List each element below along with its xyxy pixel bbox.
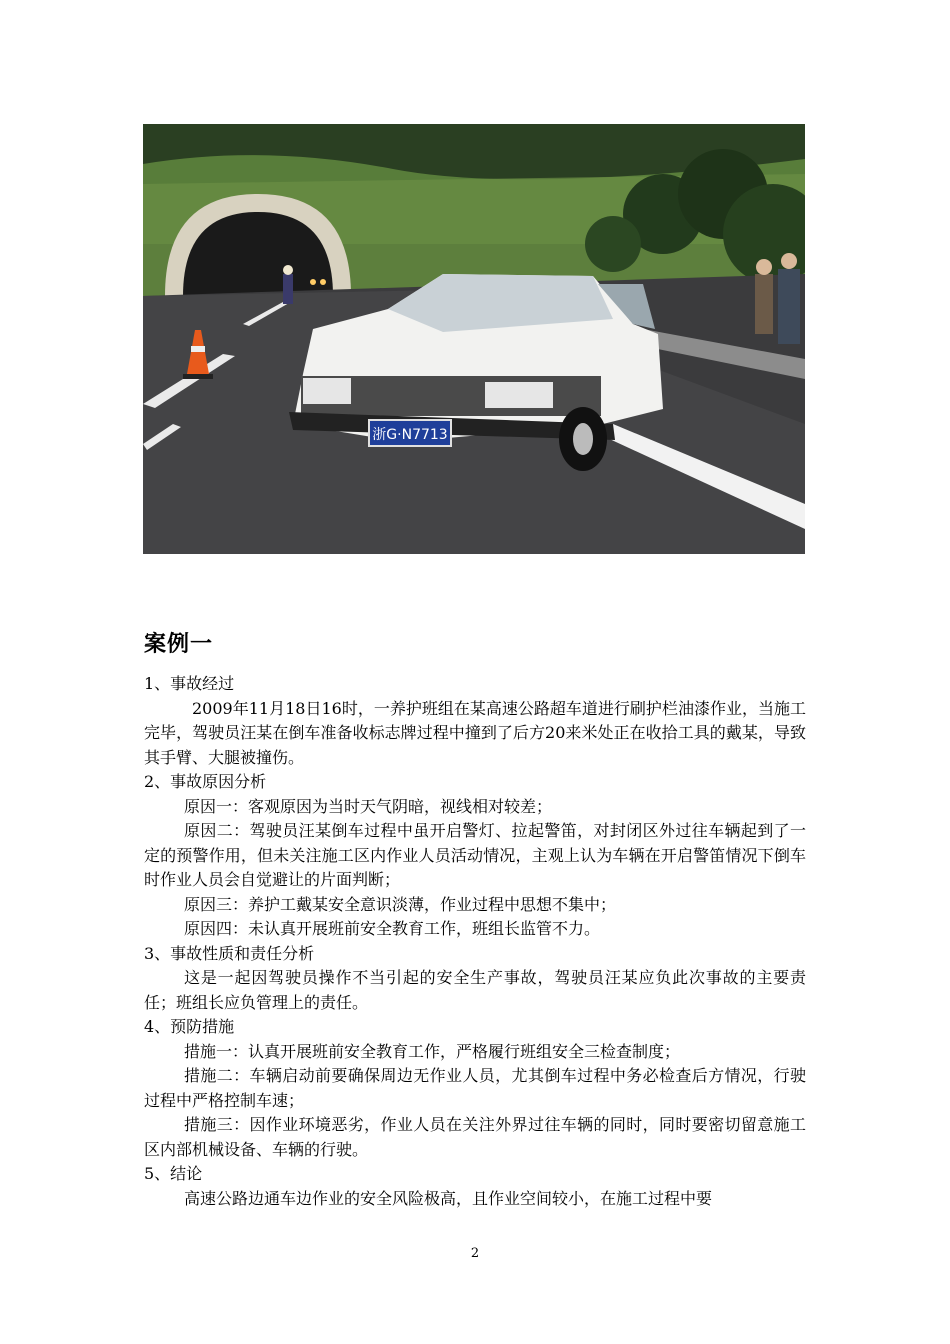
paragraph-conclusion: 高速公路边通车边作业的安全风险极高，且作业空间较小，在施工过程中要: [184, 1188, 713, 1208]
section-heading-4: 4、预防措施: [144, 1017, 235, 1036]
paragraph-cause-2: 原因二：驾驶员汪某倒车过程中虽开启警灯、拉起警笛，对封闭区外过往车辆起到了一定的预警作用，但未关注施工区内作业人员活动情况，主观上认为车辆在开启警笛情况下倒车时作业人员会自觉避让的片面判断；: [144, 821, 806, 889]
paragraph-cause-3: 原因三：养护工戴某安全意识淡薄，作业过程中思想不集中；: [184, 894, 617, 914]
paragraph-responsibility: 这是一起因驾驶员操作不当引起的安全生产事故，驾驶员汪某应负此次事故的主要责任；班组长应负管理上的责任。: [144, 968, 806, 1012]
paragraph-measure-1: 措施一：认真开展班前安全教育工作，严格履行班组安全三检查制度；: [184, 1041, 681, 1061]
section-heading-2: 2、事故原因分析: [144, 772, 267, 791]
paragraph-measure-2: 措施二：车辆启动前要确保周边无作业人员，尤其倒车过程中务必检查后方情况，行驶过程中严格控制车速；: [144, 1066, 806, 1110]
accident-photo: [143, 124, 805, 554]
accident-photo-drawing: [143, 124, 805, 554]
page-number: 2: [470, 1246, 480, 1261]
section-heading-1: 1、事故经过: [144, 674, 235, 693]
paragraph-cause-1: 原因一：客观原因为当时天气阴暗，视线相对较差；: [184, 796, 553, 816]
section-heading-3: 3、事故性质和责任分析: [144, 943, 315, 963]
section-heading-5: 5、结论: [144, 1164, 203, 1183]
paragraph-accident-process: 2009年11月18日16时，一养护班组在某高速公路超车道进行刷护栏油漆作业，当施工完毕，驾驶员汪某在倒车准备收标志牌过程中撞到了后方20来米处正在收拾工具的戴某，导致其手臂、大腿被撞伤。: [144, 698, 806, 767]
paragraph-cause-4: 原因四：未认真开展班前安全教育工作，班组长监管不力。: [184, 919, 601, 938]
paragraph-measure-3: 措施三：因作业环境恶劣，作业人员在关注外界过往车辆的同时，同时要密切留意施工区内部机械设备、车辆的行驶。: [144, 1115, 806, 1159]
license-plate-text: 浙G·N7713: [372, 427, 448, 443]
case-title: 案例一: [144, 632, 214, 657]
case-body: [144, 672, 806, 1211]
